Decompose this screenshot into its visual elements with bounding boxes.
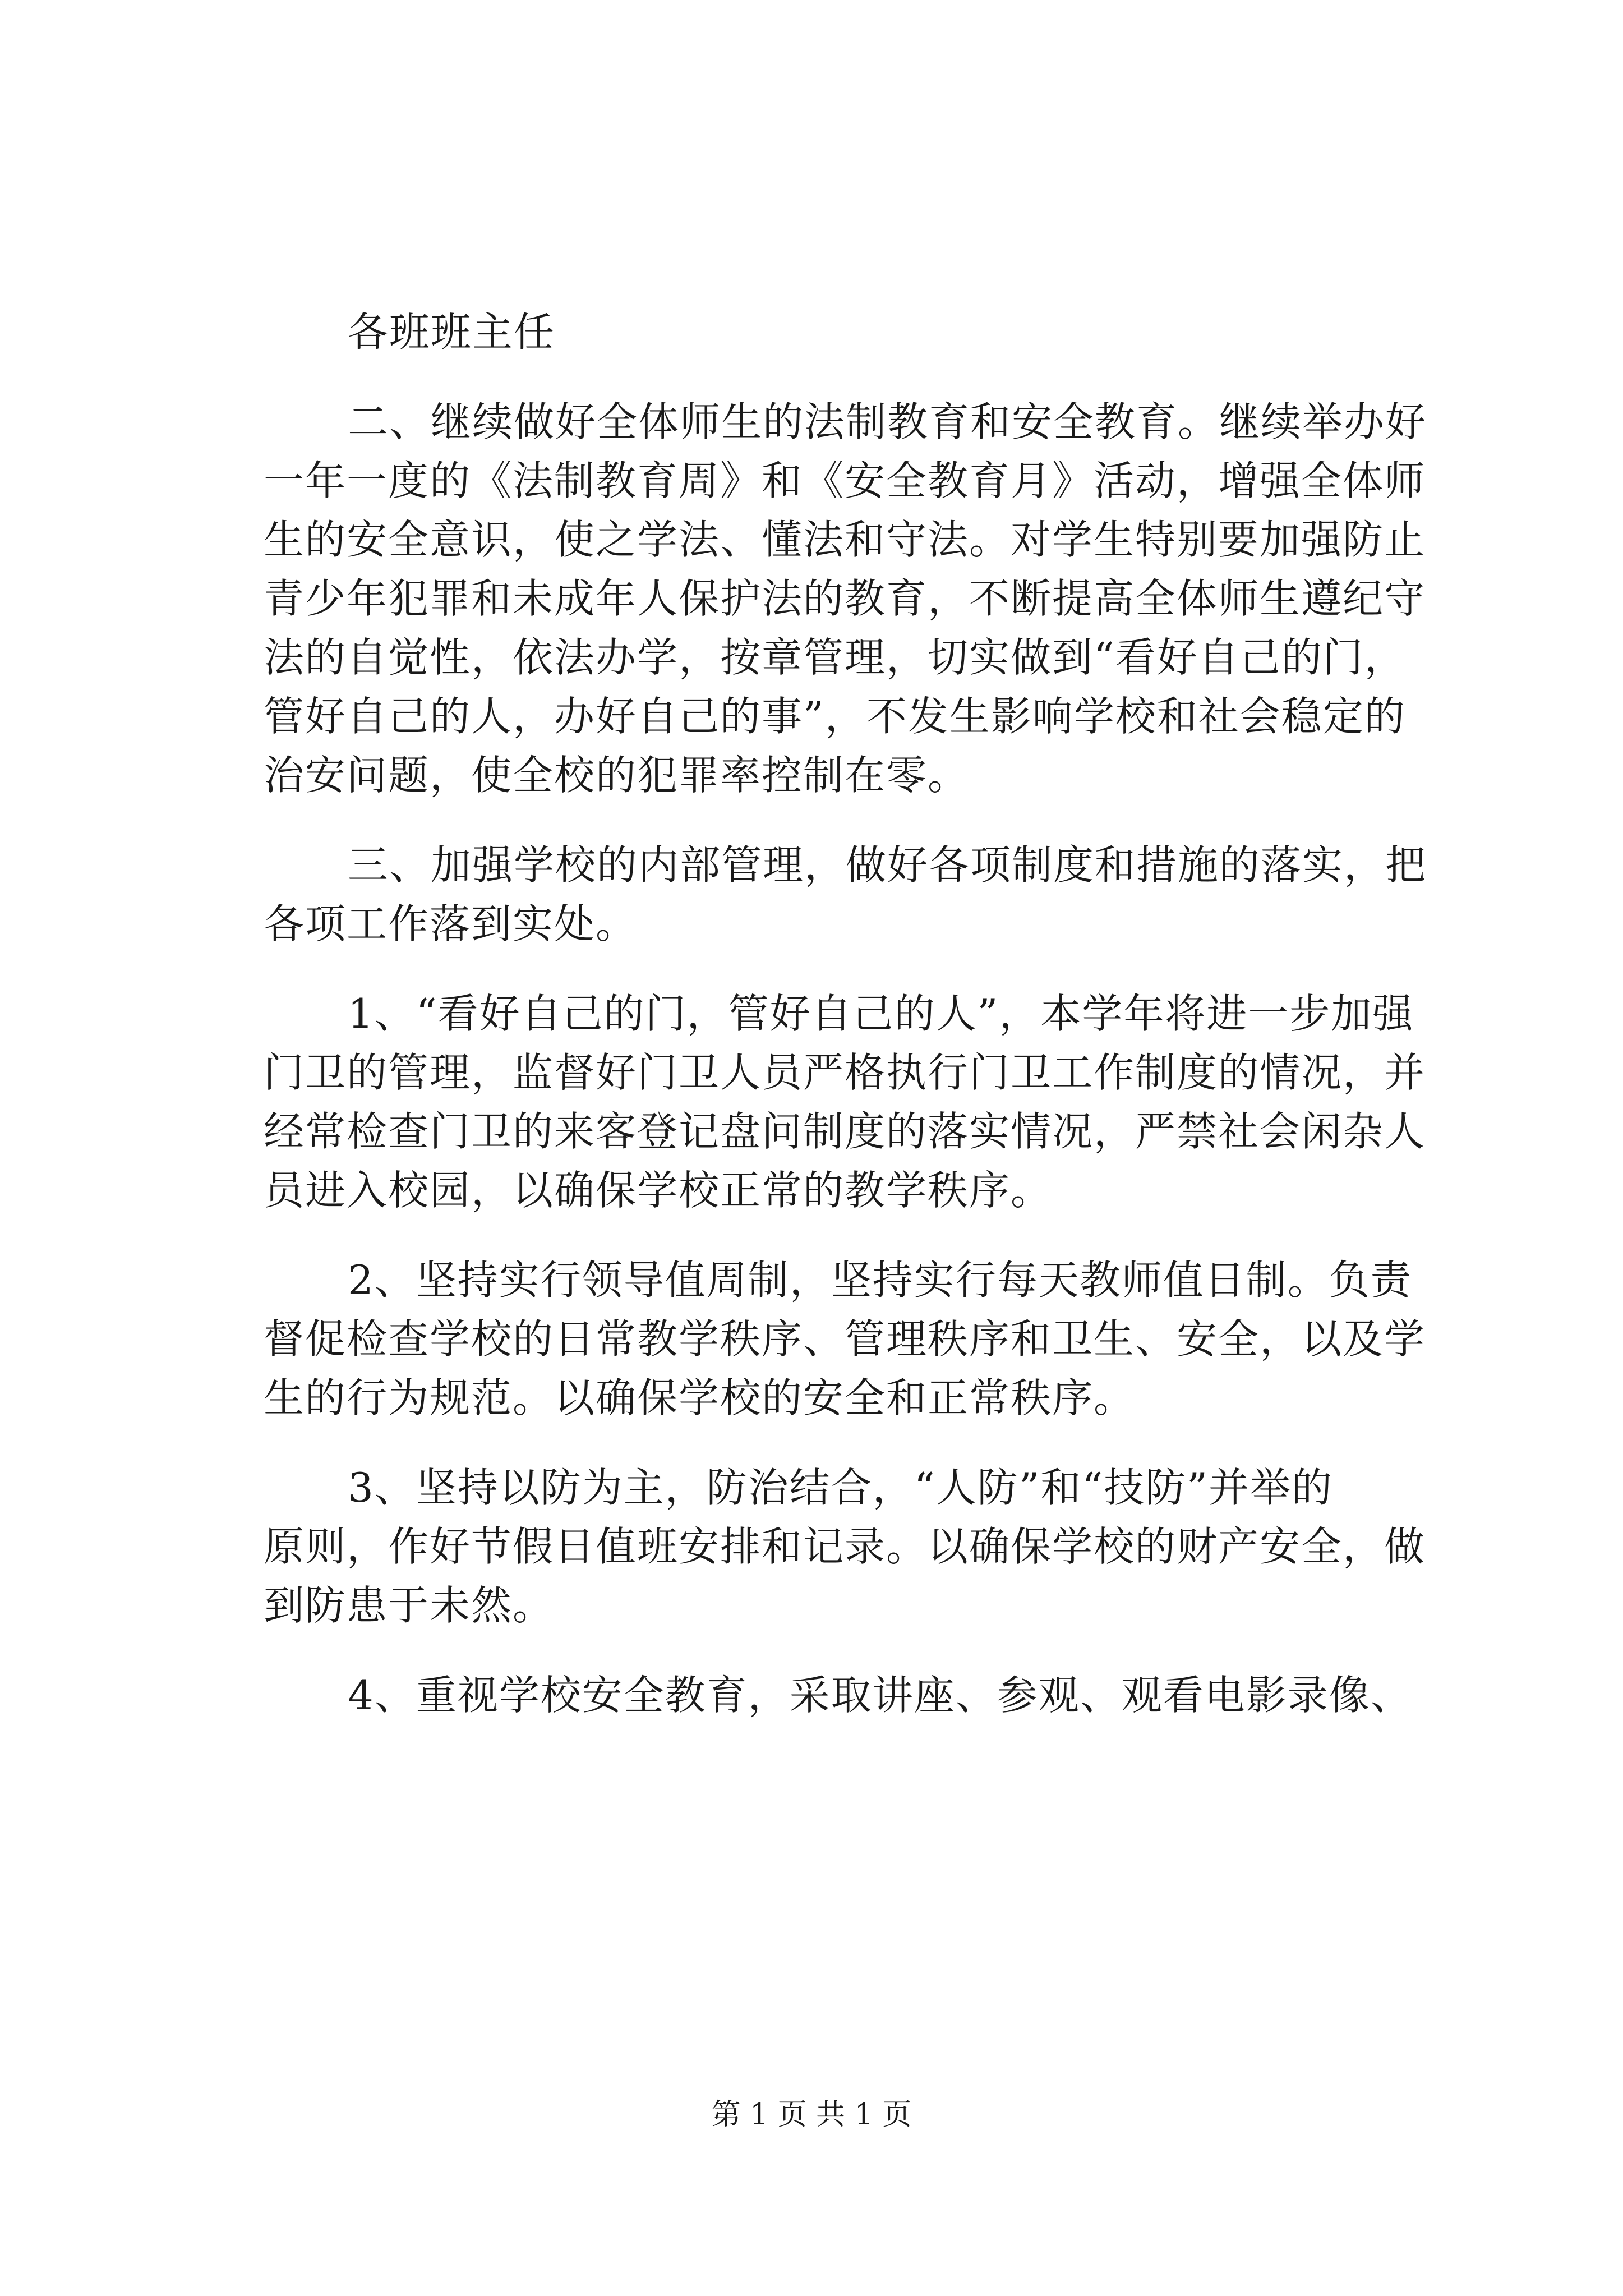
paragraph-item-2	[264, 1251, 1426, 1428]
paragraph-line: 督促检查学校的日常教学秩序、管理秩序和卫生、安全，以及学	[264, 1315, 1426, 1363]
paragraph-line: 法的自觉性，依法办学，按章管理，切实做到“看好自己的门，	[264, 634, 1406, 681]
paragraph-line: 管好自己的人，办好自己的事”，不发生影响学校和社会稳定的	[264, 693, 1406, 740]
paragraph-line: 到防患于未然。	[264, 1582, 555, 1629]
paragraph-line: 4、重视学校安全教育，采取讲座、参观、观看电影录像、	[348, 1672, 1412, 1719]
paragraph-item-4	[264, 1666, 1413, 1725]
paragraph-line: 原则，作好节假日值班安排和记录。以确保学校的财产安全，做	[264, 1523, 1426, 1570]
paragraph-line: 治安问题，使全校的犯罪率控制在零。	[264, 752, 970, 799]
paragraph-line: 一年一度的《法制教育周》和《安全教育月》活动，增强全体师	[264, 457, 1426, 504]
paragraph-line: 各项工作落到实处。	[264, 900, 638, 947]
paragraph-item-1	[264, 984, 1426, 1220]
paragraph-line: 生的安全意识，使之学法、懂法和守法。对学生特别要加强防止	[264, 516, 1426, 563]
paragraph-line: 三、加强学校的内部管理，做好各项制度和措施的落实，把	[348, 841, 1427, 889]
paragraph-line: 青少年犯罪和未成年人保护法的教育，不断提高全体师生遵纪守	[264, 575, 1426, 622]
paragraph-line: 二、继续做好全体师生的法制教育和安全教育。继续举办好	[348, 398, 1427, 445]
paragraph-line: 经常检查门卫的来客登记盘问制度的落实情况，严禁社会闲杂人	[264, 1108, 1426, 1155]
paragraph-line: 员进入校园，以确保学校正常的教学秩序。	[264, 1167, 1053, 1214]
document-body	[264, 303, 1427, 1756]
paragraph-recipient	[264, 303, 1413, 362]
paragraph-item-3	[264, 1458, 1426, 1635]
paragraph-line: 2、坚持实行领导值周制，坚持实行每天教师值日制。负责	[348, 1257, 1412, 1304]
paragraph-section-2	[264, 393, 1427, 805]
paragraph-section-3	[264, 836, 1427, 954]
paragraph-line: 3、坚持以防为主，防治结合，“人防”和“技防”并举的	[348, 1464, 1334, 1511]
paragraph-line: 各班班主任	[348, 309, 556, 356]
paragraph-line: 生的行为规范。以确保学校的安全和正常秩序。	[264, 1374, 1136, 1421]
paragraph-line: 1、“看好自己的门，管好自己的人”，本学年将进一步加强	[348, 990, 1414, 1037]
paragraph-line: 门卫的管理，监督好门卫人员严格执行门卫工作制度的情况，并	[264, 1049, 1426, 1096]
page-number-footer: 第 1 页 共 1 页	[711, 2098, 912, 2132]
